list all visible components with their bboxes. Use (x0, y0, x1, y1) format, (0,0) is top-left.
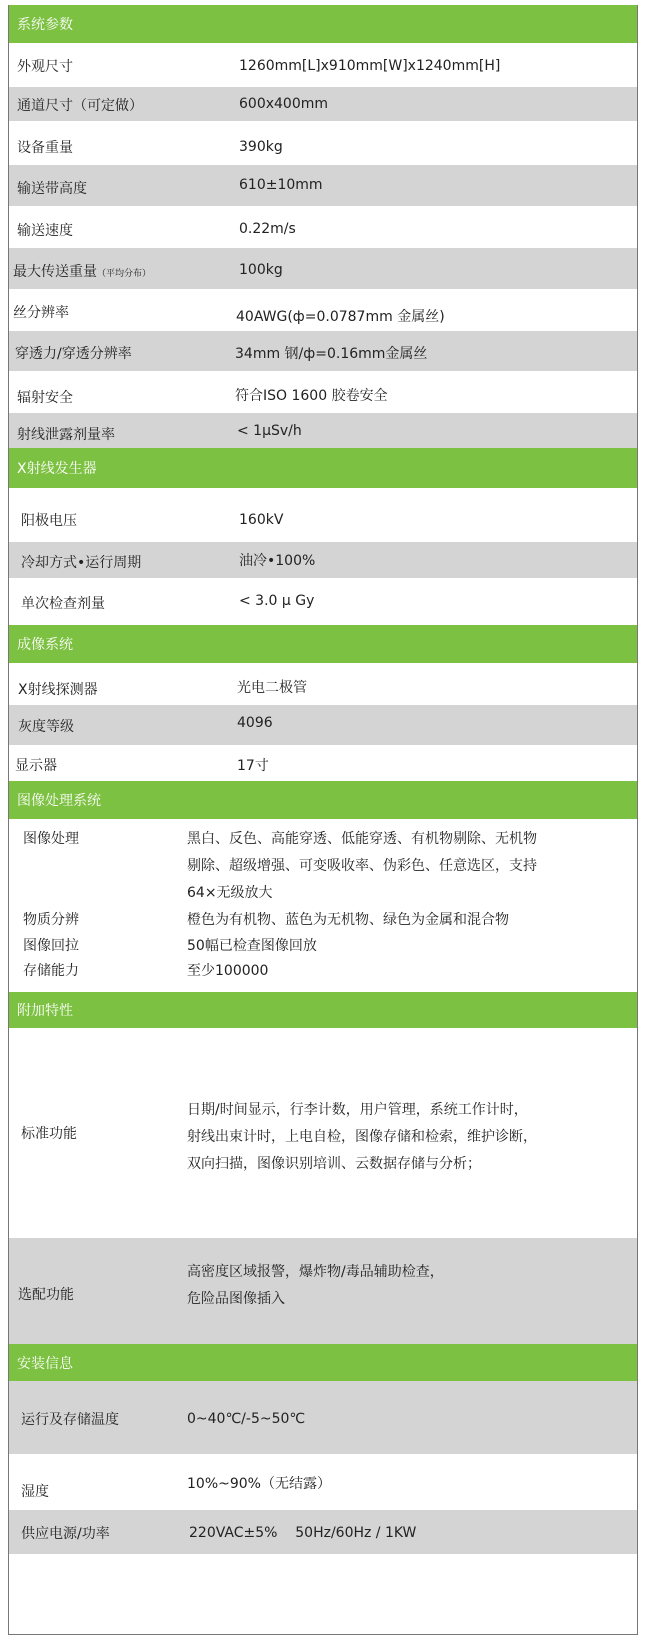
row-value: 160kV (239, 512, 284, 528)
section-header-xray (9, 448, 637, 488)
row-label: 存储能力 (23, 963, 79, 979)
row-label: 灰度等级 (18, 719, 74, 735)
table-row (9, 663, 637, 705)
row-label (13, 261, 151, 281)
row-label: 标准功能 (21, 1126, 77, 1142)
row-label: 外观尺寸 (17, 59, 73, 75)
table-row (9, 289, 637, 331)
section-header-processing (9, 781, 637, 819)
table-row (9, 87, 637, 121)
table-row (9, 413, 637, 448)
row-value: 610±10mm (239, 177, 323, 193)
row-value: 至少100000 (187, 963, 269, 979)
row-label: 物质分辨 (23, 912, 79, 928)
row-value: 220VAC±5% 50Hz/60Hz / 1KW (189, 1525, 417, 1541)
row-value: 符合ISO 1600 胶卷安全 (235, 388, 388, 404)
table-row (9, 542, 637, 578)
row-label-note: （平均分布） (97, 269, 152, 279)
section-header-install (9, 1344, 637, 1381)
table-row (9, 488, 637, 542)
row-label: 供应电源/功率 (21, 1526, 110, 1542)
row-label: 输送带高度 (17, 181, 87, 197)
row-label: 丝分辨率 (13, 305, 69, 321)
row-value: 4096 (237, 715, 273, 731)
row-value: 10%~90%（无结露） (187, 1476, 331, 1492)
row-label: 射线泄露剂量率 (17, 427, 115, 443)
row-value: 17寸 (237, 758, 269, 774)
row-value: 600x400mm (239, 96, 329, 112)
section-title: X射线发生器 (17, 461, 97, 477)
table-row (9, 578, 637, 625)
row-label: 湿度 (21, 1484, 49, 1500)
row-label: 辐射安全 (17, 390, 73, 406)
section-header-imaging (9, 625, 637, 663)
row-label-text: 最大传送重量 (13, 264, 97, 280)
row-value: 100kg (239, 262, 283, 278)
table-row (9, 331, 637, 371)
row-value-line: 高密度区域报警，爆炸物/毒品辅助检查， (187, 1264, 444, 1280)
row-value: 0~40℃/-5~50℃ (187, 1411, 306, 1427)
processing-block (9, 819, 637, 992)
row-label: 穿透力/穿透分辨率 (15, 346, 132, 362)
row-label: 阳极电压 (21, 513, 77, 529)
table-row (9, 745, 637, 781)
row-value-line: 剔除、超级增强、可变吸收率、伪彩色、任意选区，支持 (187, 858, 537, 874)
row-label: 运行及存储温度 (21, 1412, 119, 1428)
row-value-line: 射线出束计时，上电自检，图像存储和检索，维护诊断， (187, 1129, 537, 1145)
row-value: 1260mm[L]x910mm[W]x1240mm[H] (239, 58, 501, 74)
row-value-line: 双向扫描，图像识别培训、云数据存储与分析； (187, 1156, 481, 1172)
table-row (9, 43, 637, 87)
row-label: 显示器 (15, 758, 57, 774)
section-header-system (9, 5, 637, 43)
row-value: < 1μSv/h (237, 423, 302, 439)
table-row (9, 165, 637, 206)
row-value: 390kg (239, 139, 283, 155)
row-value-line: 64×无级放大 (187, 885, 273, 901)
row-label: 冷却方式•运行周期 (21, 555, 142, 571)
row-value: 油冷•100% (239, 553, 316, 569)
table-row (9, 1381, 637, 1454)
row-label: 单次检查剂量 (21, 596, 105, 612)
row-value-line: 危险品图像插入 (187, 1291, 285, 1307)
table-row (9, 1028, 637, 1238)
table-row (9, 371, 637, 413)
row-value: 0.22m/s (239, 221, 296, 237)
row-label: 图像回拉 (23, 938, 79, 954)
row-label: 选配功能 (18, 1287, 74, 1303)
row-value: 橙色为有机物、蓝色为无机物、绿色为金属和混合物 (187, 912, 509, 928)
table-row (9, 248, 637, 289)
section-title: 系统参数 (17, 17, 73, 33)
row-label: 输送速度 (17, 223, 73, 239)
row-value: 34mm 钢/ф=0.16mm金属丝 (235, 346, 428, 362)
row-value: 40AWG(ф=0.0787mm 金属丝) (236, 309, 445, 325)
row-label: 图像处理 (23, 831, 79, 847)
row-value: 50幅已检查图像回放 (187, 938, 317, 954)
row-label: X射线探测器 (18, 682, 98, 698)
table-row (9, 1510, 637, 1554)
row-label: 设备重量 (17, 140, 73, 156)
table-row (9, 1238, 637, 1344)
row-label: 通道尺寸（可定做） (17, 98, 143, 114)
row-value-line: 黑白、反色、高能穿透、低能穿透、有机物剔除、无机物 (187, 831, 537, 847)
row-value: 光电二极管 (237, 680, 307, 696)
table-row (9, 206, 637, 248)
table-row (9, 705, 637, 745)
section-header-extra (9, 992, 637, 1028)
row-value-line: 日期/时间显示，行李计数，用户管理，系统工作计时， (187, 1102, 528, 1118)
table-row (9, 1454, 637, 1510)
section-title: 图像处理系统 (17, 793, 101, 809)
section-title: 成像系统 (17, 637, 73, 653)
table-row (9, 121, 637, 165)
section-title: 安装信息 (17, 1355, 73, 1372)
row-value: < 3.0 μ Gy (239, 593, 315, 609)
section-title: 附加特性 (17, 1003, 73, 1019)
